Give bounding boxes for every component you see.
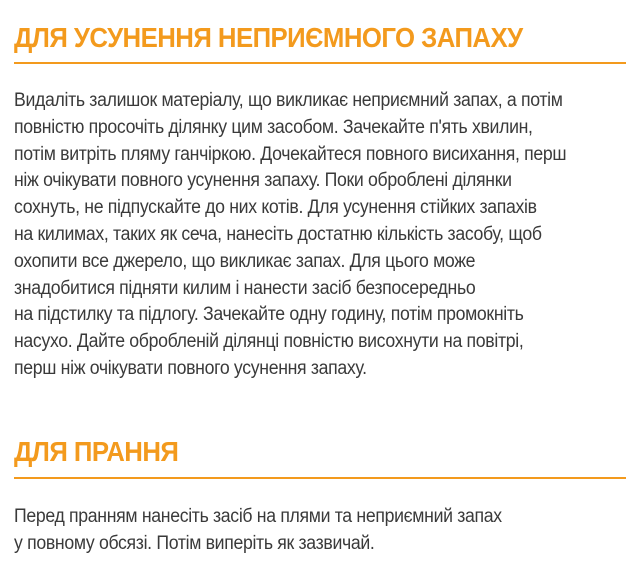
laundry-section [14, 436, 626, 558]
text-line: знадобитися підняти килим і нанести засіб безпосередньо [14, 277, 476, 299]
text-line: охопити все джерело, що викликає запах. Для цього може [14, 250, 476, 272]
text-line: у повному обсязі. Потім виперіть як зазвичай. [14, 532, 375, 554]
text-line: ніж очікувати повного усунення запаху. Поки оброблені ділянки [14, 170, 512, 192]
text-line: насухо. Дайте обробленій ділянці повністю висохнути на повітрі, [14, 331, 524, 353]
odor-removal-heading: ДЛЯ УСУНЕННЯ НЕПРИЄМНОГО ЗАПАХУ [14, 22, 523, 53]
text-line: перш ніж очікувати повного усунення запаху. [14, 357, 367, 379]
laundry-instructions [14, 504, 626, 558]
text-line: Видаліть залишок матеріалу, що викликає неприємний запах, а потім [14, 90, 563, 111]
text-line: повністю просочіть ділянку цим засобом. Зачекайте п'ять хвилин, [14, 116, 533, 138]
text-line: потім витріть пляму ганчіркою. Дочекайтеся повного висихання, перш [14, 143, 567, 165]
odor-removal-section [14, 22, 626, 383]
heading-divider [14, 477, 626, 479]
text-line: Перед пранням нанесіть засіб на плями та неприємний запах [14, 506, 502, 527]
odor-removal-instructions [14, 88, 626, 383]
heading-divider [14, 62, 626, 64]
text-line: на килимах, таких як сеча, нанесіть достатню кількість засобу, щоб [14, 223, 542, 245]
laundry-heading: ДЛЯ ПРАННЯ [14, 436, 179, 467]
text-line: сохнуть, не підпускайте до них котів. Для усунення стійких запахів [14, 197, 537, 219]
text-line: на підстилку та підлогу. Зачекайте одну годину, потім промокніть [14, 304, 524, 326]
